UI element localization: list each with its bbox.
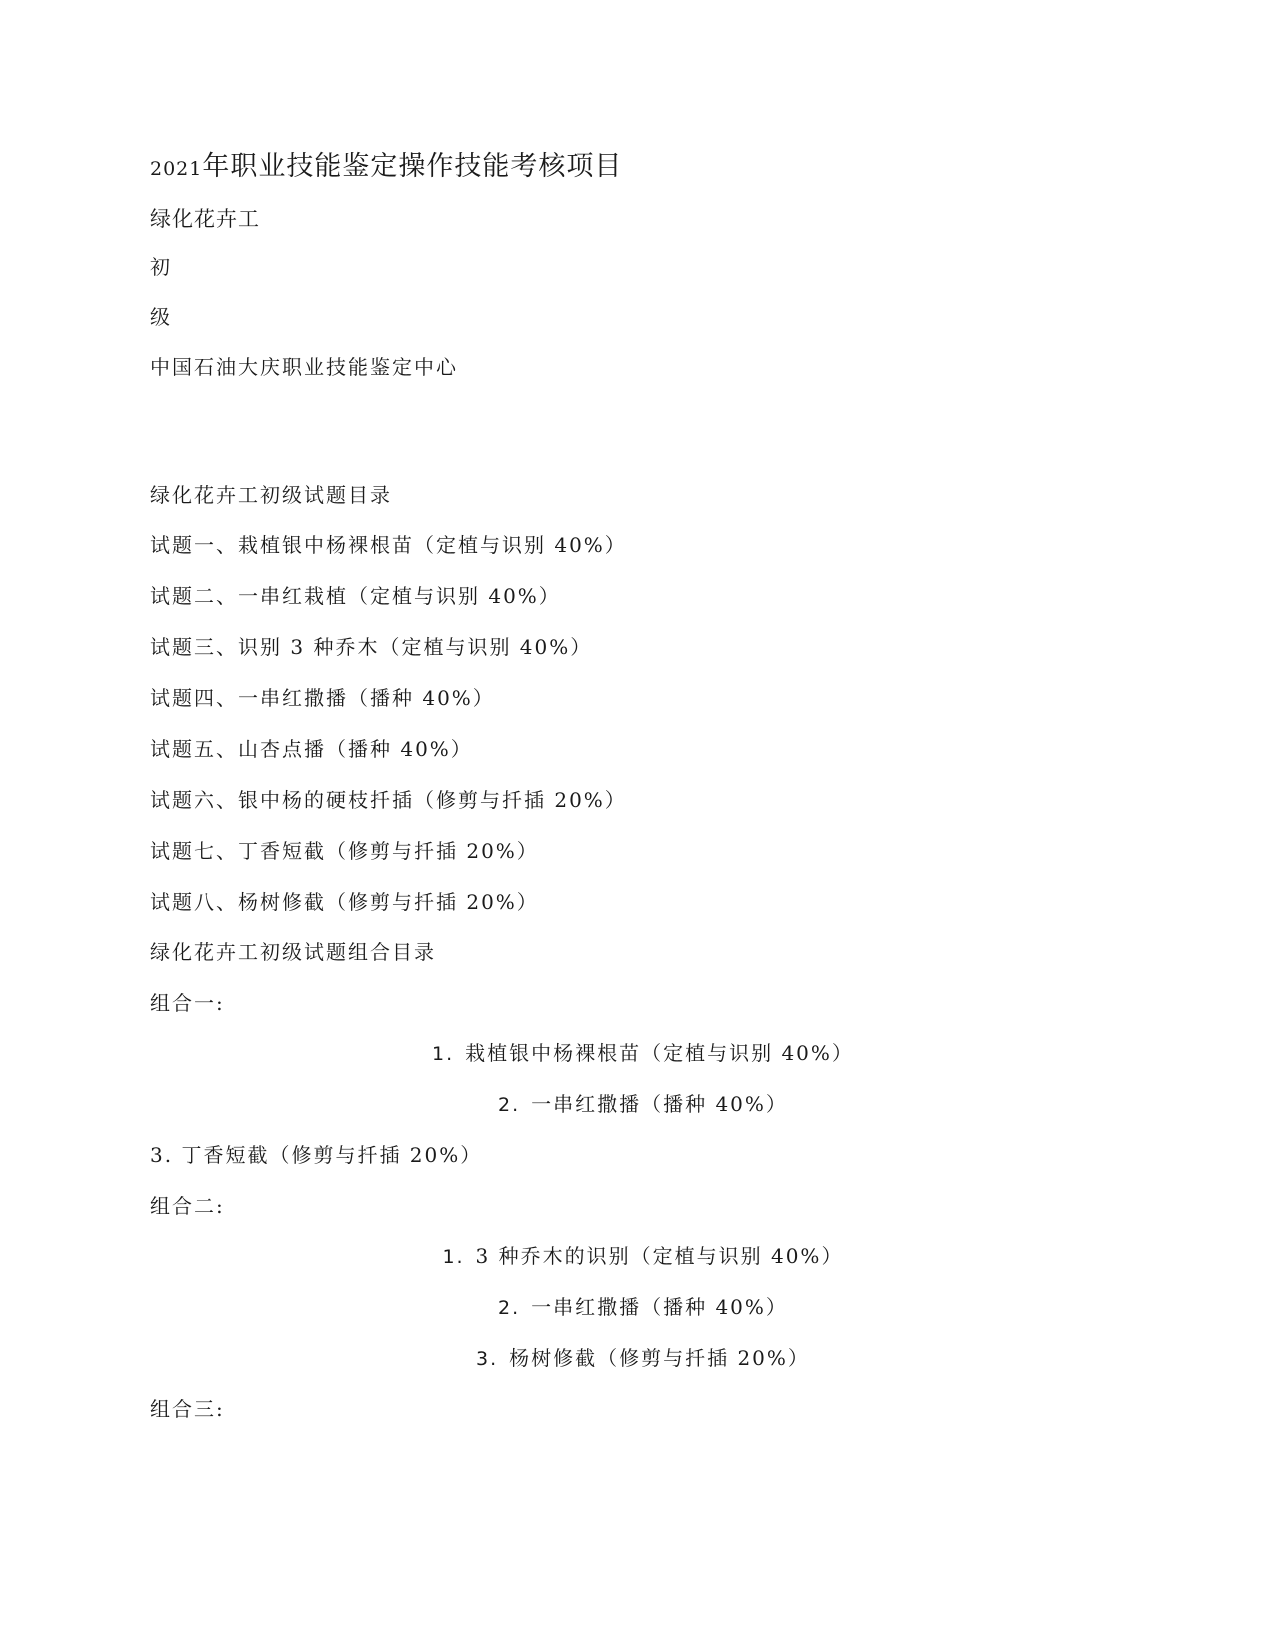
combo1-item-1 — [0, 1040, 1275, 1067]
issuer: 中国石油大庆职业技能鉴定中心 — [150, 355, 458, 379]
catalog-item: 试题三、识别 3 种乔木（定植与识别 40%） — [150, 635, 593, 659]
combo1-item-2-number: 2. — [498, 1094, 521, 1116]
catalog-item: 试题七、丁香短截（修剪与扦插 20%） — [150, 839, 539, 863]
combo2-item-2 — [0, 1294, 1275, 1321]
catalog-item: 试题五、山杏点播（播种 40%） — [150, 737, 473, 761]
catalog-item: 试题八、杨树修截（修剪与扦插 20%） — [150, 890, 539, 914]
catalog-item: 试题二、一串红栽植（定植与识别 40%） — [150, 584, 561, 608]
title-text: 年职业技能鉴定操作技能考核项目 — [202, 151, 623, 182]
combo2-label: 组合二: — [150, 1194, 225, 1218]
combo1-item-1-number: 1. — [432, 1043, 455, 1065]
combo3-label: 组合三: — [150, 1397, 225, 1421]
catalog-item: 试题四、一串红撒播（播种 40%） — [150, 686, 495, 710]
combo2-item-3 — [0, 1345, 1275, 1372]
combo-heading: 绿化花卉工初级试题组合目录 — [150, 940, 436, 964]
combo2-item-1-number: 1. — [442, 1246, 465, 1268]
title-year: 2021 — [150, 158, 203, 180]
combo1-label: 组合一: — [150, 991, 225, 1015]
catalog-item: 试题六、银中杨的硬枝扦插（修剪与扦插 20%） — [150, 788, 627, 812]
combo2-item-3-number: 3. — [476, 1348, 499, 1370]
combo1-item-2 — [0, 1091, 1275, 1118]
combo1-item-2-text: 一串红撒播（播种 40%） — [531, 1092, 788, 1116]
job-name: 绿化花卉工 — [150, 207, 260, 231]
combo1-item-3: 3. 丁香短截（修剪与扦插 20%） — [150, 1143, 483, 1167]
level-char-2: 级 — [150, 305, 172, 329]
combo2-item-2-text: 一串红撒播（播种 40%） — [531, 1295, 788, 1319]
combo1-item-1-text: 栽植银中杨裸根苗（定植与识别 40%） — [465, 1041, 854, 1065]
combo2-item-3-text: 杨树修截（修剪与扦插 20%） — [509, 1346, 810, 1370]
catalog-item: 试题一、栽植银中杨裸根苗（定植与识别 40%） — [150, 533, 627, 557]
combo2-item-1 — [0, 1243, 1275, 1270]
combo2-item-2-number: 2. — [498, 1297, 521, 1319]
catalog-heading: 绿化花卉工初级试题目录 — [150, 483, 392, 507]
level-char-1: 初 — [150, 255, 172, 279]
combo2-item-1-text: 3 种乔木的识别（定植与识别 40%） — [475, 1244, 844, 1268]
document-title — [150, 150, 622, 186]
